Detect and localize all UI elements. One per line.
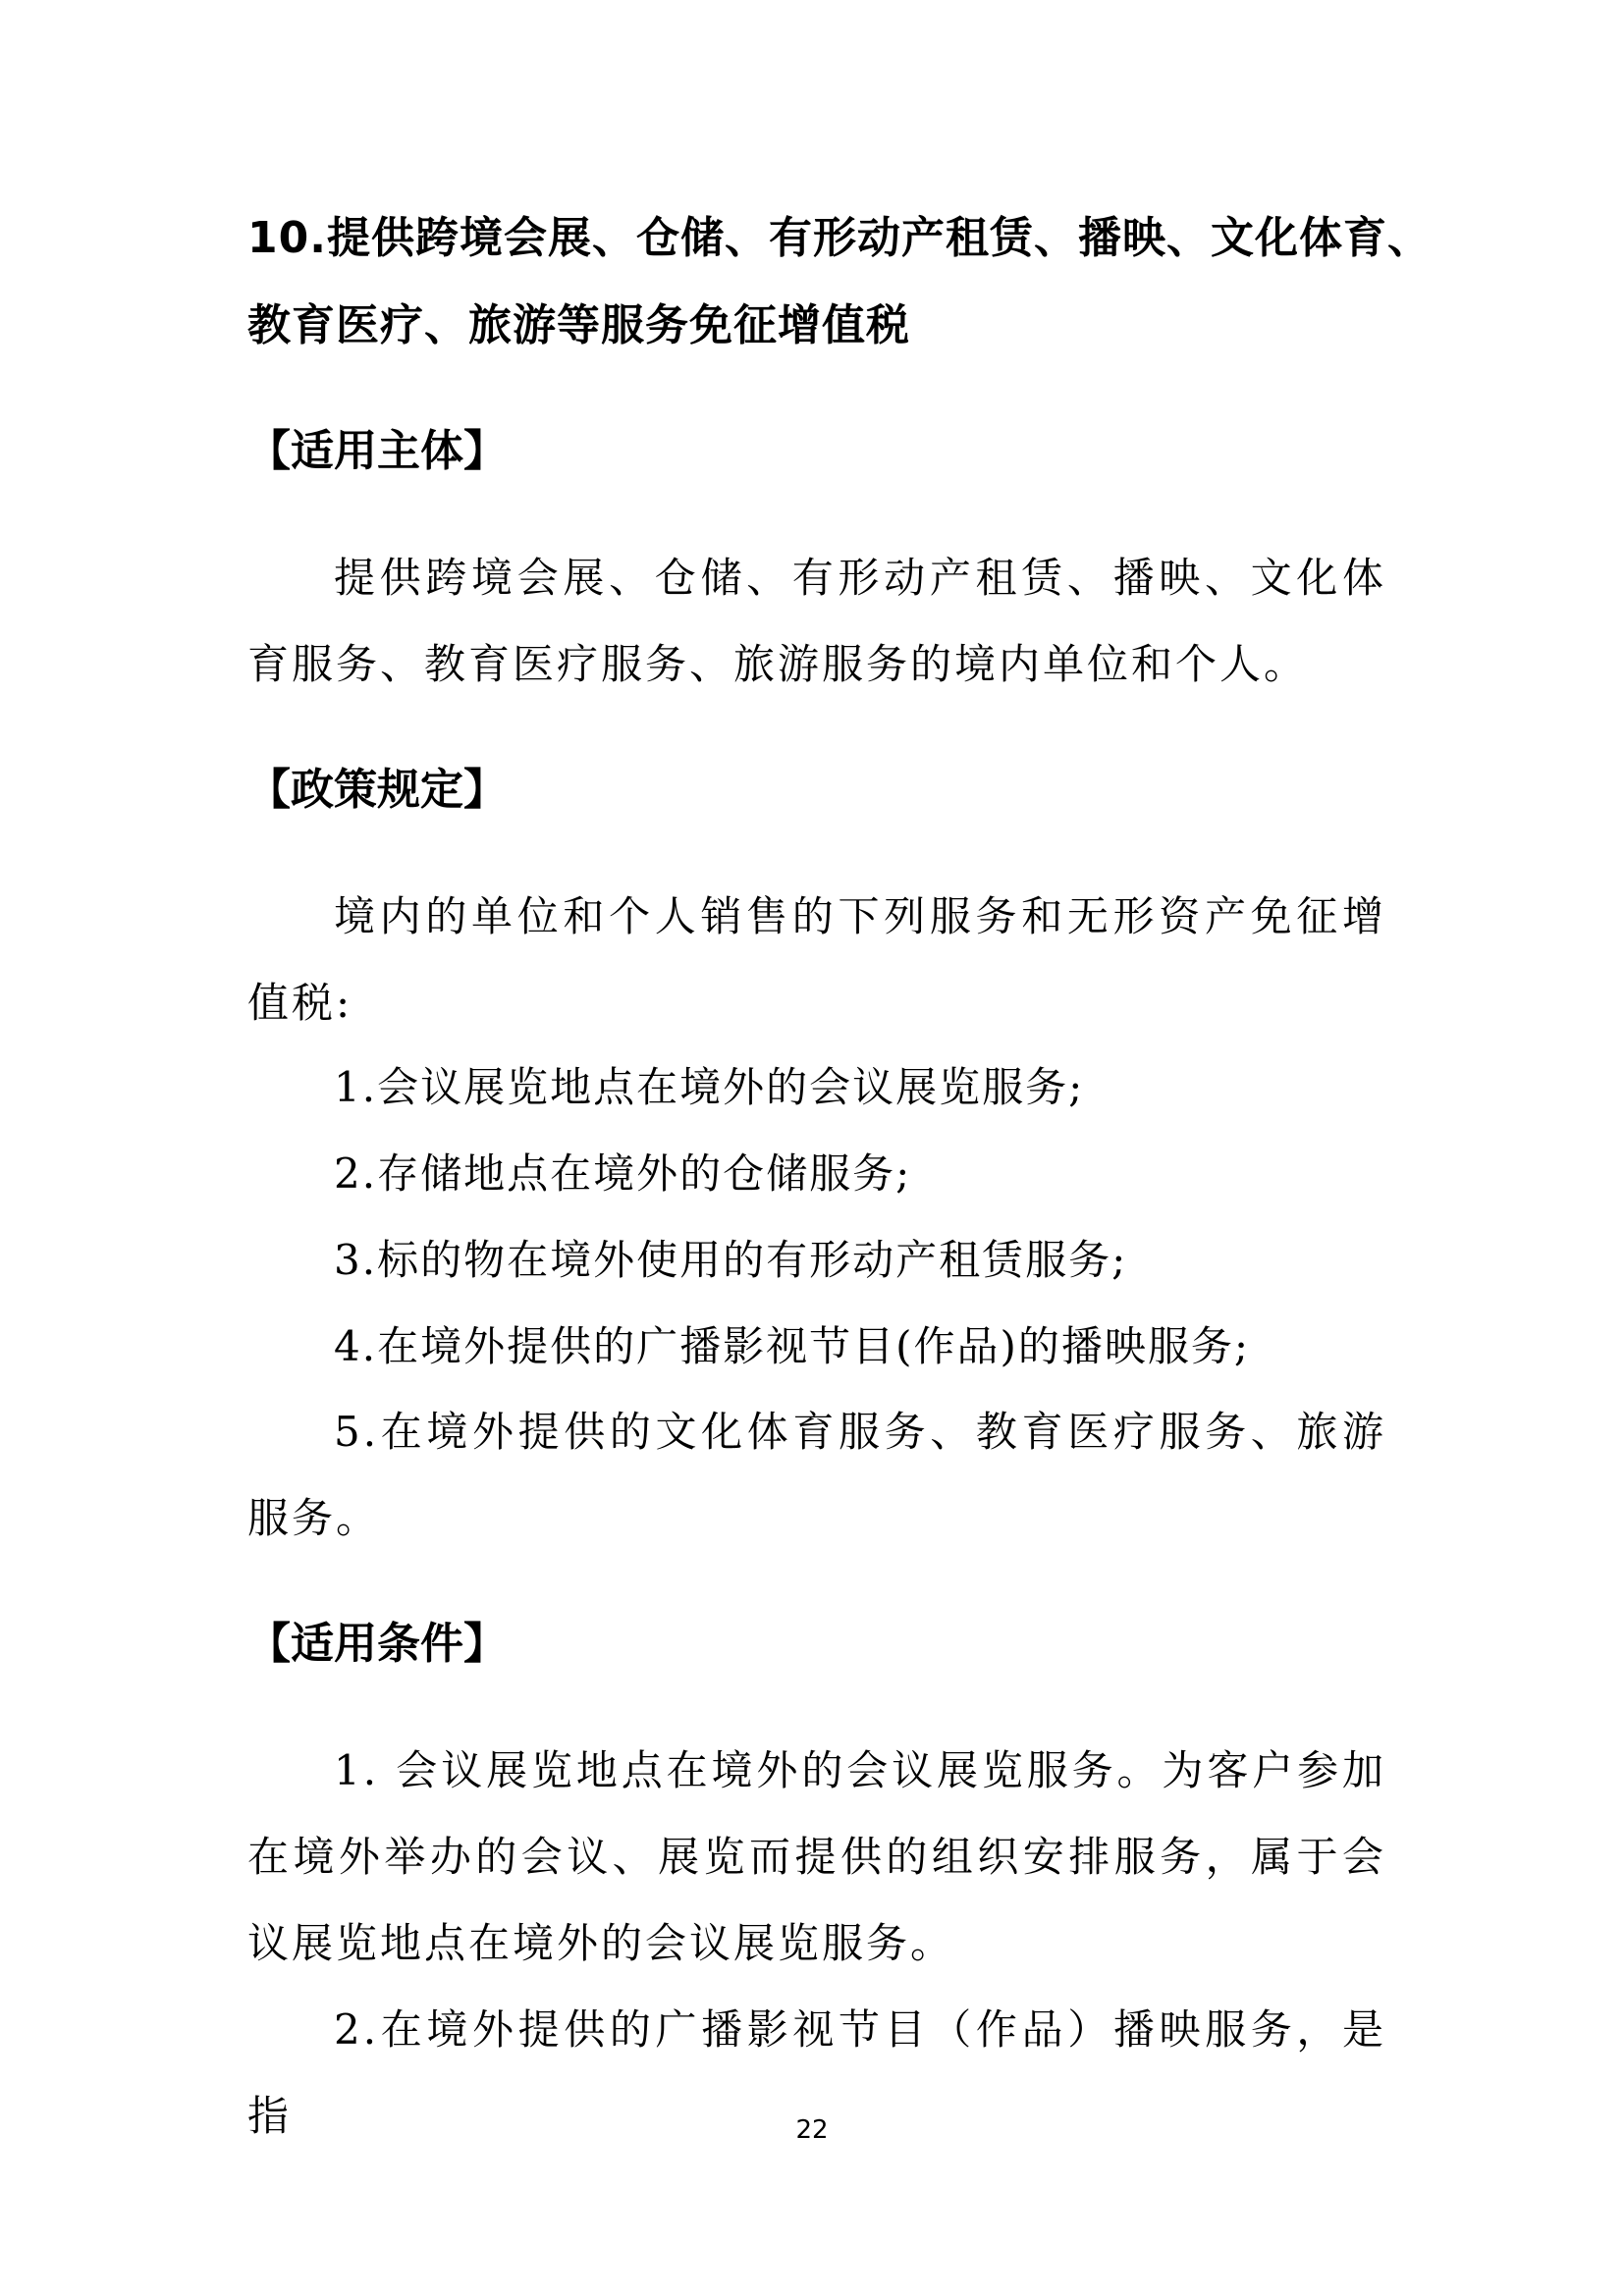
- heading-policy-provisions: 【政策规定】: [247, 765, 507, 815]
- policy-list-item-2: 2.存储地点在境外的仓储服务;: [334, 1149, 912, 1198]
- policy-list-item-3: 3.标的物在境外使用的有形动产租赁服务;: [334, 1236, 1128, 1284]
- page-number: 22: [795, 2115, 829, 2145]
- paragraph-condition-2: 2.在境外提供的广播影视节目（作品）播映服务，是指: [247, 2005, 1386, 2140]
- section-title-line-2: 教育医疗、旅游等服务免征增值税: [247, 300, 910, 350]
- heading-applicable-conditions: 【适用条件】: [247, 1619, 507, 1669]
- policy-list-item-4: 4.在境外提供的广播影视节目(作品)的播映服务;: [334, 1322, 1250, 1370]
- policy-list-item-1: 1.会议展览地点在境外的会议展览服务;: [334, 1063, 1085, 1111]
- heading-applicable-subject: 【适用主体】: [247, 426, 507, 476]
- paragraph-condition-1: 1. 会议展览地点在境外的会议展览服务。为客户参加在境外举办的会议、展览而提供的组织安排服务，属于会议展览地点在境外的会议展览服务。: [247, 1746, 1386, 1967]
- policy-list-item-5: 5.在境外提供的文化体育服务、教育医疗服务、旅游服务。: [247, 1408, 1386, 1542]
- paragraph-policy-intro: 境内的单位和个人销售的下列服务和无形资产免征增值税:: [247, 892, 1386, 1027]
- section-title-line-1: 10.提供跨境会展、仓储、有形动产租赁、播映、文化体育、: [247, 213, 1432, 263]
- paragraph-applicable-subject: 提供跨境会展、仓储、有形动产租赁、播映、文化体育服务、教育医疗服务、旅游服务的境内单位和个人。: [247, 554, 1386, 688]
